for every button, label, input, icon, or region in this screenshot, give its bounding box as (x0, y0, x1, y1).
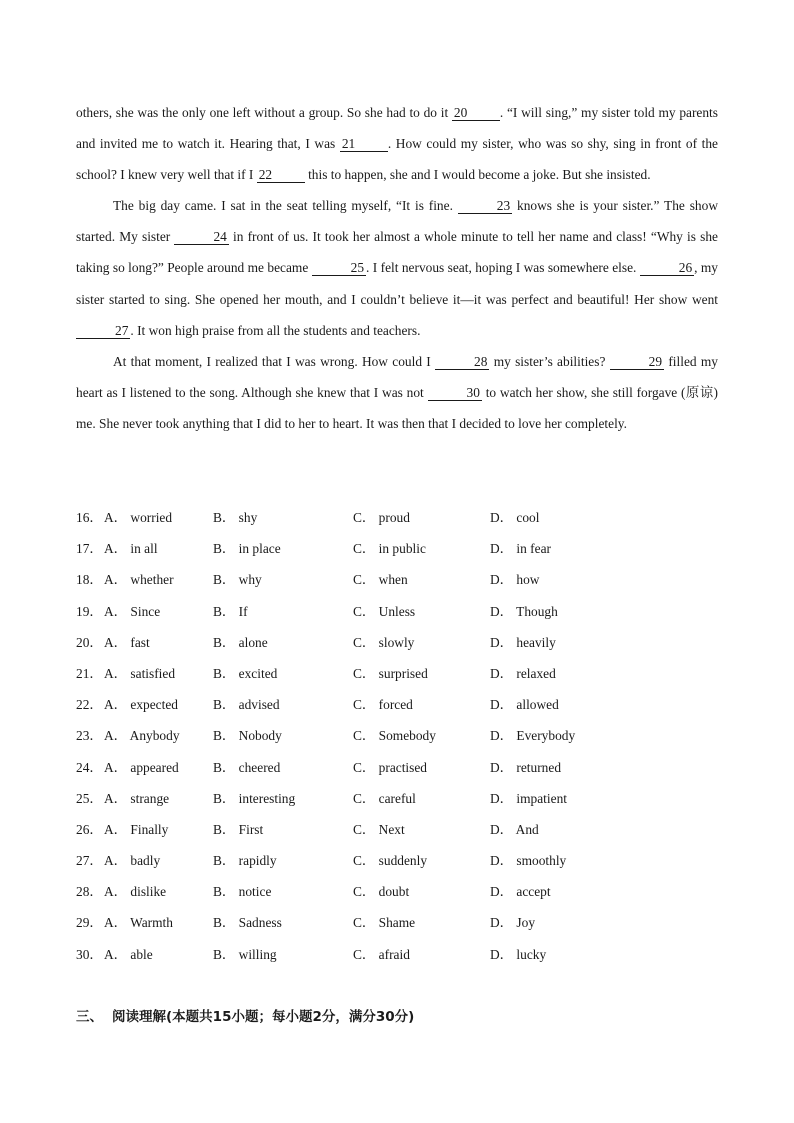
option-a: A． fast (104, 634, 150, 650)
passage-text: knows she is your sister.” The show started. My sister (76, 198, 718, 245)
question-number: 24． (76, 759, 103, 775)
passage-text: to watch her show, she still forgave (原谅) me. She never took anything that I did to her to heart. It was then that I decided to love her completely. (76, 384, 718, 431)
option-c: C． afraid (353, 946, 410, 962)
option-c: C． Shame (353, 915, 416, 931)
option-a: A． expected (104, 697, 178, 713)
option-a: A． badly (104, 853, 161, 869)
passage-text: , my sister started to sing. She opened her mouth, and I couldn’t believe it—it was perfect and beautiful! Her show went (76, 260, 718, 307)
blank-20: 20 (452, 105, 500, 121)
question-25 (76, 783, 716, 814)
option-a: A． Finally (104, 821, 169, 837)
section-heading (76, 1005, 414, 1025)
paragraph-3 (76, 346, 718, 439)
blank-26: 26 (640, 260, 694, 276)
option-c: C． doubt (353, 884, 410, 900)
passage-text: . It won high praise from all the students and teachers. (130, 322, 421, 338)
section-number: 三、 (76, 1009, 103, 1025)
question-20 (76, 627, 716, 658)
option-b: B． interesting (213, 790, 296, 806)
option-b: B． shy (213, 510, 258, 525)
option-b: B． excited (213, 665, 278, 681)
question-number: 17． (76, 541, 103, 557)
question-number: 23． (76, 728, 103, 744)
option-c: C． surprised (353, 665, 428, 681)
passage-text: my sister’s abilities? (489, 353, 610, 369)
option-d: D． Joy (490, 915, 536, 931)
passage-text: others, she was the only one left without a group. So she had to do it (76, 105, 452, 120)
question-24 (76, 752, 716, 783)
question-22 (76, 689, 716, 720)
option-c: C． suddenly (353, 853, 428, 869)
question-number: 29． (76, 915, 103, 931)
option-a: A． whether (104, 572, 174, 588)
blank-25: 25 (312, 260, 366, 276)
option-d: D． returned (490, 759, 562, 775)
option-a: A． dislike (104, 884, 167, 900)
option-a: A． able (104, 946, 153, 962)
option-b: B． alone (213, 634, 268, 650)
question-19 (76, 596, 716, 627)
question-18 (76, 564, 716, 595)
passage-text: . I felt nervous seat, hoping I was somewhere else. (366, 260, 640, 276)
question-number: 25． (76, 790, 103, 806)
option-d: D． impatient (490, 790, 567, 806)
question-number: 30． (76, 946, 103, 962)
passage-text: filled my heart as I listened to the song. Although she knew that I was not (76, 353, 718, 400)
option-d: D． accept (490, 884, 551, 900)
question-21 (76, 658, 716, 689)
option-c: C． Somebody (353, 728, 436, 744)
blank-21: 21 (340, 136, 388, 152)
option-c: C． slowly (353, 634, 415, 650)
passage-text: in front of us. It took her almost a whole minute to tell her name and class! “Why is she taking so long?” People around me became (76, 229, 718, 276)
blank-28: 28 (435, 354, 489, 370)
option-c: C． Unless (353, 603, 416, 619)
question-number: 20． (76, 634, 103, 650)
option-c: C． careful (353, 790, 416, 806)
passage-text: At that moment, I realized that I was wrong. How could I (113, 353, 436, 369)
question-number: 22． (76, 697, 103, 713)
option-d: D． smoothly (490, 853, 567, 869)
option-a: A． appeared (104, 759, 179, 775)
passage-text: . How could my sister, who was so shy, sing in front of the school? I knew very well that if I (76, 136, 718, 183)
option-c: C． forced (353, 697, 413, 713)
option-d: D． cool (490, 510, 540, 525)
question-23 (76, 720, 716, 751)
option-c: C． practised (353, 759, 428, 775)
blank-29: 29 (610, 354, 664, 370)
option-b: B． First (213, 821, 264, 837)
option-a: A． worried (104, 510, 173, 525)
option-b: B． If (213, 603, 248, 619)
passage-text: . “I will sing,” my sister told my parents and invited me to watch it. Hearing that, I was (76, 105, 718, 152)
blank-24: 24 (174, 229, 228, 245)
option-d: D． heavily (490, 634, 556, 650)
question-27 (76, 845, 716, 876)
option-d: D． allowed (490, 697, 559, 713)
paragraph-2 (76, 190, 718, 345)
section-title: 阅读理解(本题共15小题；每小题2分，满分30分) (112, 1009, 415, 1025)
option-a: A． Since (104, 603, 161, 619)
question-number: 28． (76, 884, 103, 900)
option-a: A． satisfied (104, 665, 176, 681)
passage-text: this to happen, she and I would become a joke. But she insisted. (304, 167, 651, 183)
paragraph-1 (76, 97, 718, 190)
question-number: 18． (76, 572, 103, 588)
blank-27: 27 (76, 323, 130, 339)
question-number: 19． (76, 603, 103, 619)
option-b: B． willing (213, 946, 277, 962)
question-30 (76, 939, 716, 970)
option-a: A． Warmth (104, 915, 173, 931)
question-number: 21． (76, 665, 103, 681)
option-b: B． in place (213, 541, 281, 557)
question-28 (76, 876, 716, 907)
option-c: C． in public (353, 541, 426, 557)
answer-options (76, 502, 716, 970)
option-d: D． in fear (490, 541, 551, 557)
question-16 (76, 502, 716, 533)
question-26 (76, 814, 716, 845)
option-b: B． Sadness (213, 915, 282, 931)
option-b: B． why (213, 572, 262, 588)
option-c: C． proud (353, 510, 410, 525)
question-number: 16． (76, 510, 103, 525)
option-a: A． in all (104, 541, 158, 557)
option-d: D． Everybody (490, 728, 576, 744)
blank-30: 30 (428, 385, 482, 401)
question-29 (76, 907, 716, 938)
option-b: B． advised (213, 697, 280, 713)
blank-23: 23 (458, 198, 512, 214)
option-c: C． when (353, 572, 408, 588)
blank-22: 22 (257, 167, 305, 183)
option-d: D． lucky (490, 946, 547, 962)
cloze-passage (76, 97, 718, 439)
option-b: B． rapidly (213, 853, 277, 869)
passage-text: The big day came. I sat in the seat telling myself, “It is fine. (113, 198, 458, 214)
option-a: A． Anybody (104, 728, 180, 744)
question-number: 26． (76, 821, 103, 837)
question-number: 27． (76, 853, 103, 869)
option-d: D． relaxed (490, 665, 556, 681)
option-b: B． Nobody (213, 728, 282, 744)
option-a: A． strange (104, 790, 170, 806)
option-c: C． Next (353, 821, 405, 837)
question-17 (76, 533, 716, 564)
option-d: D． how (490, 572, 540, 588)
option-b: B． notice (213, 884, 272, 900)
option-d: D． Though (490, 603, 558, 619)
option-d: D． And (490, 821, 539, 837)
option-b: B． cheered (213, 759, 281, 775)
